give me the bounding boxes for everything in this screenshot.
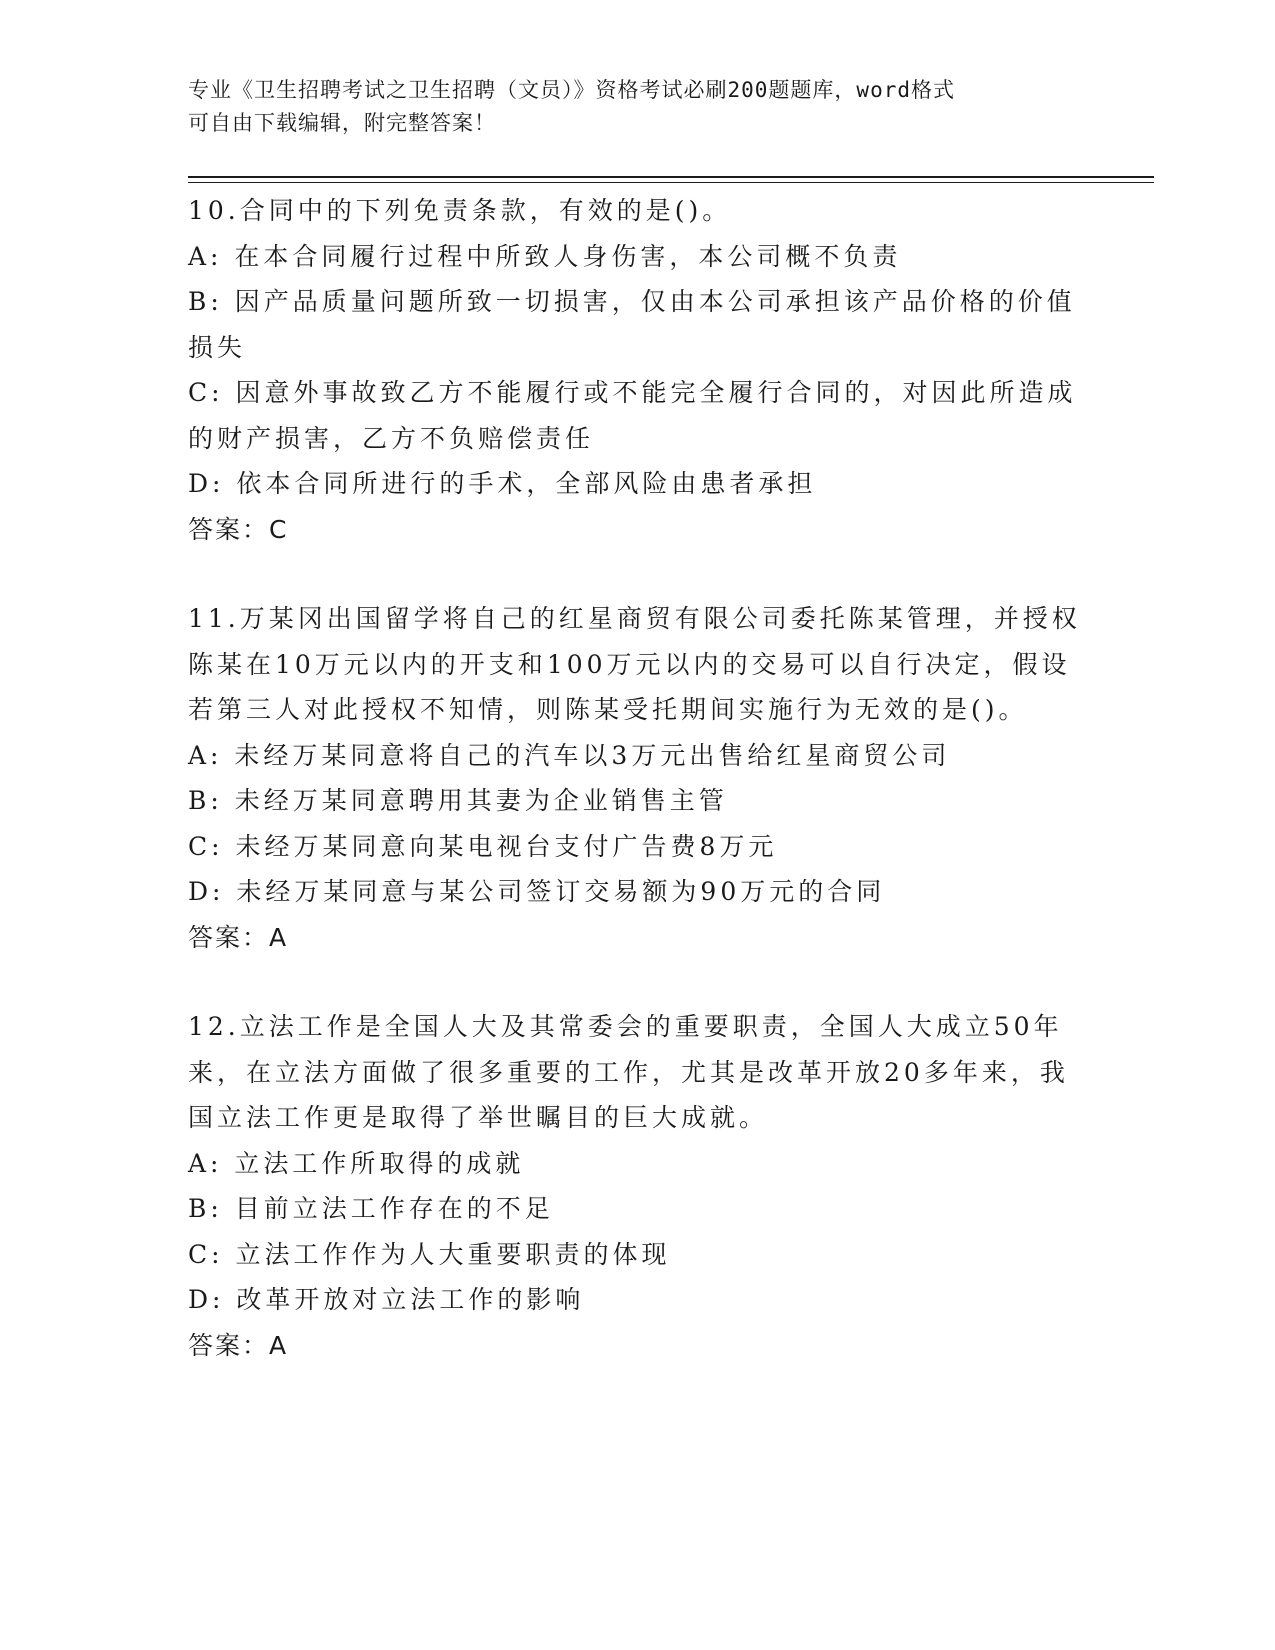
question-10 <box>188 188 1088 552</box>
question-12-option-b: B: 目前立法工作存在的不足 <box>188 1194 554 1223</box>
question-10-stem: 10.合同中的下列免责条款，有效的是()。 <box>188 196 732 225</box>
question-12-option-a: A: 立法工作所取得的成就 <box>188 1148 525 1178</box>
question-11-stem-cont-1: 陈某在10万元以内的开支和100万元以内的交易可以自行决定，假设 <box>188 649 1071 679</box>
question-12-stem-cont-2: 国立法工作更是取得了举世瞩目的巨大成就。 <box>188 1103 769 1132</box>
question-10-option-a: A: 在本合同履行过程中所致人身伤害，本公司概不负责 <box>188 241 902 271</box>
document-header <box>188 74 1078 140</box>
question-12-option-d: D: 改革开放对立法工作的影响 <box>188 1285 585 1314</box>
question-12-option-c: C: 立法工作作为人大重要职责的体现 <box>188 1239 671 1269</box>
question-12-stem: 12.立法工作是全国人大及其常委会的重要职责，全国人大成立50年 <box>188 1012 1063 1041</box>
header-title-line-1: 专业《卫生招聘考试之卫生招聘（文员）》资格考试必刷200题题库，word格式 <box>188 78 955 102</box>
question-10-answer: 答案：C <box>188 514 289 544</box>
question-11-answer: 答案：A <box>188 922 289 952</box>
question-11-stem-cont-2: 若第三人对此授权不知情，则陈某受托期间实施行为无效的是()。 <box>188 695 1028 724</box>
question-11-stem: 11.万某冈出国留学将自己的红星商贸有限公司委托陈某管理，并授权 <box>188 604 1081 633</box>
question-10-option-d: D: 依本合同所进行的手术，全部风险由患者承担 <box>188 469 817 498</box>
question-10-option-b: B: 因产品质量问题所致一切损害，仅由本公司承担该产品价格的价值 <box>188 287 1076 316</box>
question-10-option-c-cont: 的财产损害，乙方不负赔偿责任 <box>188 423 595 453</box>
question-12 <box>188 1004 1088 1368</box>
question-11-option-a: A: 未经万某同意将自己的汽车以3万元出售给红星商贸公司 <box>188 740 951 770</box>
question-11 <box>188 596 1088 960</box>
question-list <box>188 188 1088 1412</box>
header-divider-thin <box>188 182 1154 183</box>
question-11-option-b: B: 未经万某同意聘用其妻为企业销售主管 <box>188 786 728 815</box>
question-11-option-c: C: 未经万某同意向某电视台支付广告费8万元 <box>188 831 778 861</box>
question-11-option-d: D: 未经万某同意与某公司签订交易额为90万元的合同 <box>188 877 886 906</box>
question-10-option-b-cont: 损失 <box>188 332 247 362</box>
header-divider-thick <box>188 176 1154 178</box>
question-12-answer: 答案：A <box>188 1330 289 1360</box>
question-12-stem-cont-1: 来，在立法方面做了很多重要的工作，尤其是改革开放20多年来，我 <box>188 1057 1069 1087</box>
question-10-option-c: C: 因意外事故致乙方不能履行或不能完全履行合同的，对因此所造成 <box>188 378 1077 407</box>
header-title-line-2: 可自由下载编辑，附完整答案！ <box>188 111 496 135</box>
